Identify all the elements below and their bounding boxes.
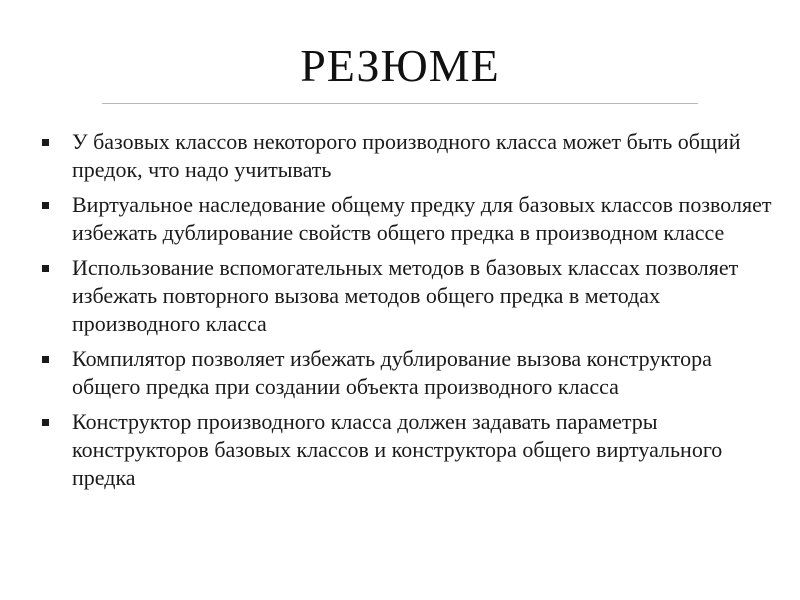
bullet-item bbox=[40, 345, 780, 401]
square-bullet-icon bbox=[42, 356, 49, 363]
square-bullet-icon bbox=[42, 202, 49, 209]
bullet-text: Конструктор производного класса должен задавать параметры конструкторов базовых классов и конструктора общего виртуального предка bbox=[72, 409, 723, 490]
title-divider bbox=[102, 103, 698, 104]
square-bullet-icon bbox=[42, 139, 49, 146]
bullet-item bbox=[40, 254, 780, 338]
square-bullet-icon bbox=[42, 419, 49, 426]
bullet-text: Компилятор позволяет избежать дублирование вызова конструктора общего предка при создании объекта производного класса bbox=[72, 346, 712, 399]
slide-title: РЕЗЮМЕ bbox=[300, 40, 500, 91]
bullet-item bbox=[40, 408, 780, 492]
bullet-text: Использование вспомогательных методов в базовых классах позволяет избежать повторного вызова методов общего предка в методах производного класса bbox=[72, 255, 739, 336]
bullet-text: У базовых классов некоторого производного класса может быть общий предок, что надо учитывать bbox=[72, 129, 741, 182]
square-bullet-icon bbox=[42, 265, 49, 272]
bullet-list bbox=[40, 128, 780, 499]
bullet-item bbox=[40, 128, 780, 184]
bullet-text: Виртуальное наследование общему предку для базовых классов позволяет избежать дублирование свойств общего предка в производном классе bbox=[72, 192, 772, 245]
bullet-item bbox=[40, 191, 780, 247]
